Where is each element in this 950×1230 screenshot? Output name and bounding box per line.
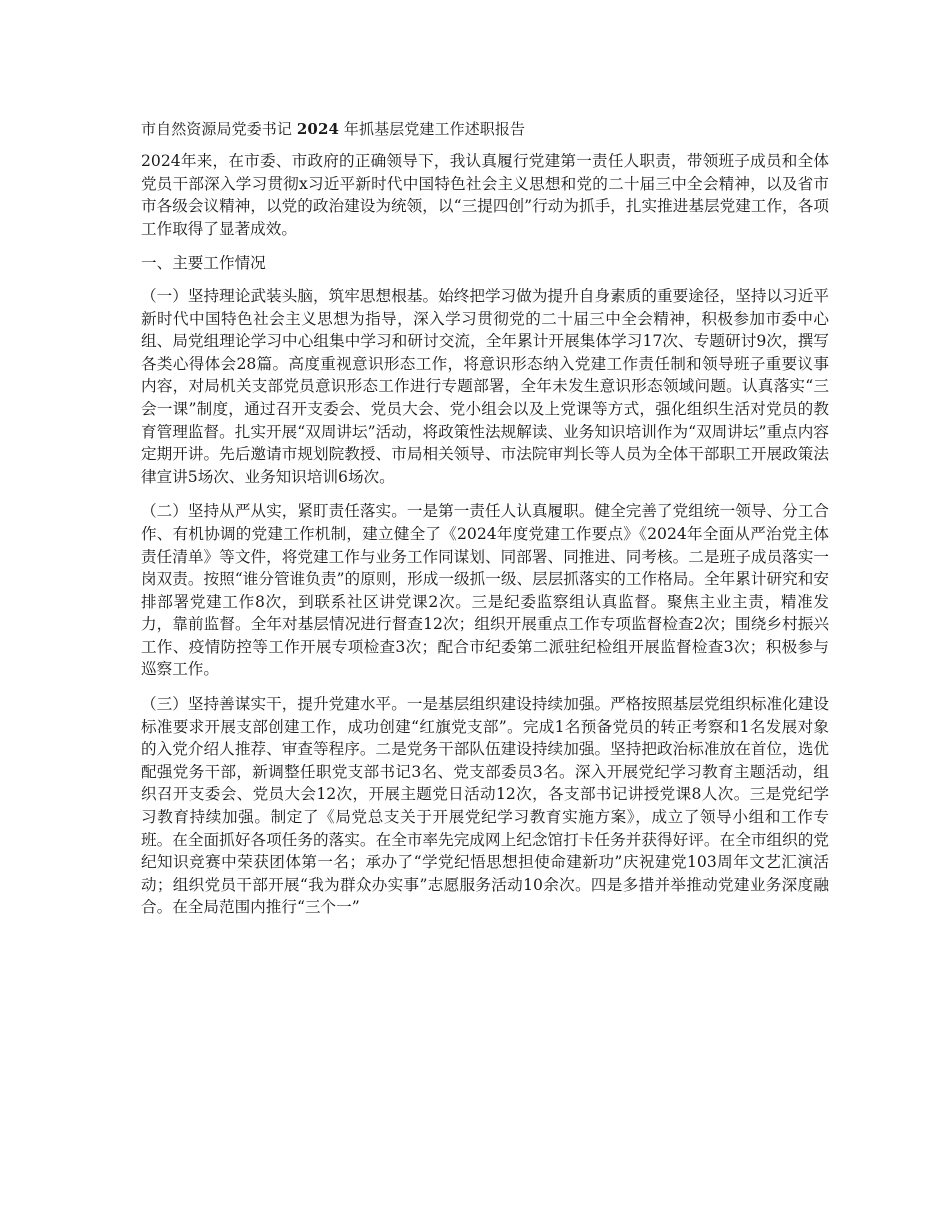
document-title: 市自然资源局党委书记 2024 年抓基层党建工作述职报告 [141,120,526,138]
paragraph-responsibility: （二）坚持从严从实，紧盯责任落实。一是第一责任人认真履职。健全完善了党组统一领导、分工合作、有机协调的党建工作机制，建立健全了《2024年度党建工作要点》《2024年全面从严治党主体责任清单》等文件，将党建工作与业务工作同谋划、同部署、同推进、同考核。二是班子成员落实一岗双责。按照“谁分管谁负责”的原则，形成一级抓一级、层层抓落实的工作格局。全年累计研究和安排部署党建工作8次，到联系社区讲党课2次。三是纪委监察组认真监督。聚焦主业主责，精准发力，靠前监督。全年对基层情况进行督查12次；组织开展重点工作专项监督检查2次；围绕乡村振兴工作、疫情防控等工作开展专项检查3次；配合市纪委第二派驻纪检组开展监督检查3次；积极参与巡察工作。 [141,502,829,679]
paragraph-party-building: （三）坚持善谋实干，提升党建水平。一是基层组织建设持续加强。严格按照基层党组织标准化建设标准要求开展支部创建工作，成功创建“红旗党支部”。完成1名预备党员的转正考察和1名发展对象的入党介绍人推荐、审查等程序。二是党务干部队伍建设持续加强。坚持把政治标准放在首位，选优配强党务干部，新调整任职党支部书记3名、党支部委员3名。深入开展党纪学习教育主题活动，组织召开支委会、党员大会12次，开展主题党日活动12次，各支部书记讲授党课8人次。三是党纪学习教育持续加强。制定了《局党总支关于开展党纪学习教育实施方案》，成立了领导小组和工作专班。在全面抓好各项任务的落实。在全市率先完成网上纪念馆打卡任务并获得好评。在全市组织的党纪知识竞赛中荣获团体第一名；承办了“学党纪悟思想担使命建新功”庆祝建党103周年文艺汇演活动；组织党员干部开展“我为群众办实事”志愿服务活动10余次。四是多措并举推动党建业务深度融合。在全局范围内推行“三个一” [141,695,829,917]
title-year: 2024 [296,120,340,138]
document-page [141,118,829,931]
paragraph-theory-study: （一）坚持理论武装头脑，筑牢思想根基。始终把学习做为提升自身素质的重要途径，坚持以习近平新时代中国特色社会主义思想为指导，深入学习贯彻党的二十届三中全会精神，积极参加市委中心组、局党组理论学习中心组集中学习和研讨交流，全年累计开展集体学习17次、专题研讨9次，撰写各类心得体会28篇。高度重视意识形态工作，将意识形态纳入党建工作责任制和领导班子重要议事内容，对局机关支部党员意识形态工作进行专题部署，全年未发生意识形态领域问题。认真落实“三会一课”制度，通过召开支委会、党员大会、党小组会以及上党课等方式，强化组织生活对党员的教育管理监督。扎实开展“双周讲坛”活动，将政策性法规解读、业务知识培训作为“双周讲坛”重点内容定期开讲。先后邀请市规划院教授、市局相关领导、市法院审判长等人员为全体干部职工开展政策法律宣讲5场次、业务知识培训6场次。 [141,286,829,486]
section-heading-1: 一、主要工作情况 [141,254,266,273]
intro-paragraph: 2024年来，在市委、市政府的正确领导下，我认真履行党建第一责任人职责，带领班子成员和全体党员干部深入学习贯彻x习近平新时代中国特色社会主义思想和党的二十届三中全会精神，以及省市市各级会议精神，以党的政治建设为统领，以“三提四创”行动为抓手，扎实推进基层党建工作，各项工作取得了显著成效。 [141,152,829,238]
